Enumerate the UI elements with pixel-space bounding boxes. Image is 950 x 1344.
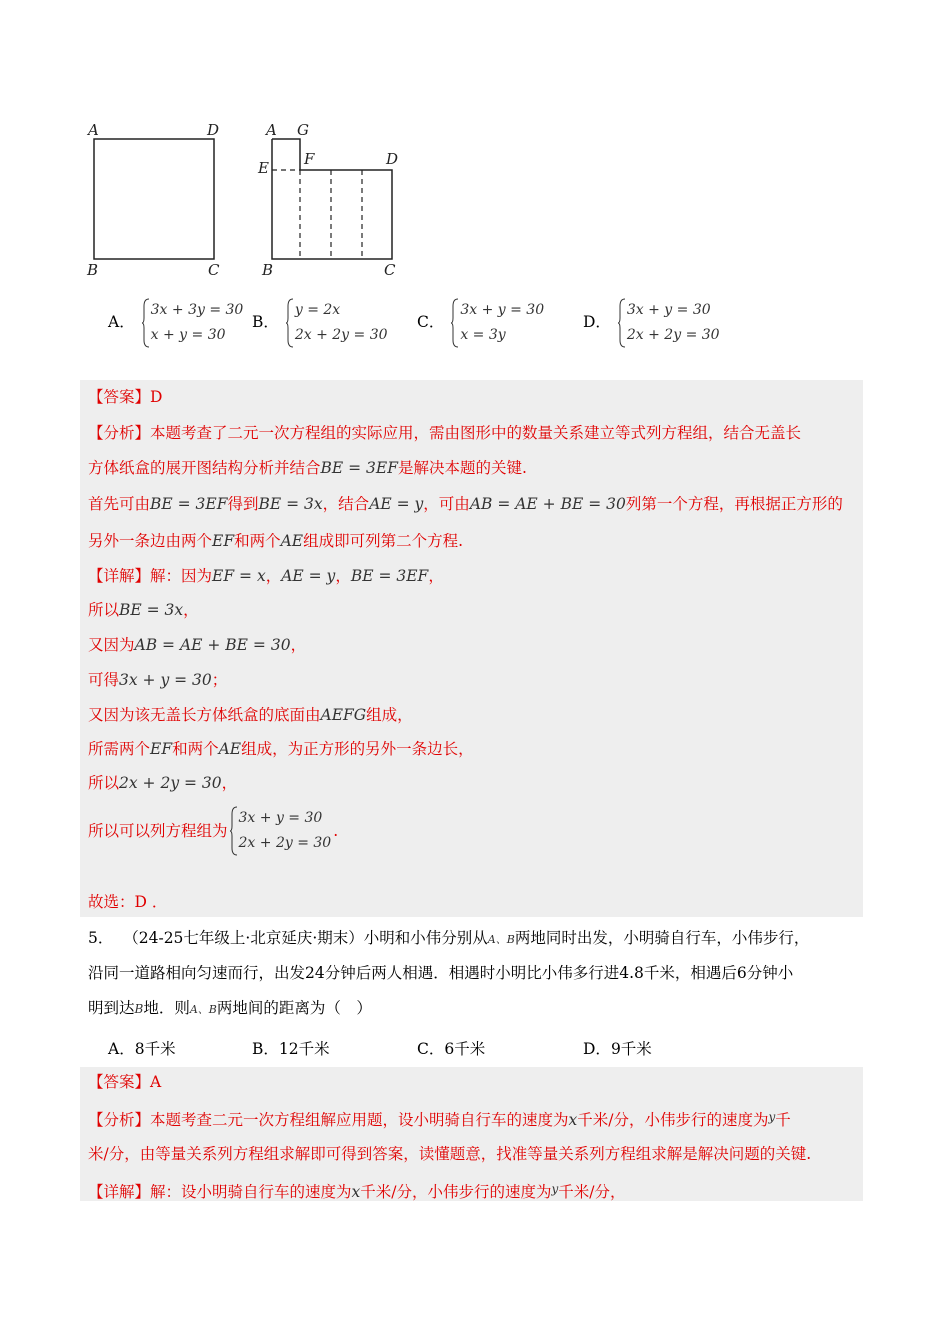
option-text: 9千米 bbox=[610, 1040, 652, 1058]
answer-tag: 【答案】 bbox=[88, 1073, 151, 1091]
math: y bbox=[768, 1110, 776, 1124]
text: 和两个 bbox=[234, 532, 281, 550]
text: 组成即可列第二个方程. bbox=[303, 532, 464, 550]
q4-option-b bbox=[252, 298, 390, 348]
q4-detail-line-7 bbox=[88, 773, 237, 793]
q4-analysis-line-4 bbox=[88, 531, 463, 551]
text: 可得 bbox=[88, 671, 120, 689]
q4-detail-line-8 bbox=[88, 806, 338, 856]
label-d-right: D bbox=[386, 150, 399, 168]
option-letter: D． bbox=[583, 313, 611, 331]
text: 组成， bbox=[366, 706, 413, 724]
equation-2: x = 3y bbox=[460, 327, 506, 343]
label-a-right: A bbox=[266, 121, 277, 139]
q5-option-a bbox=[108, 1037, 176, 1059]
text: 沿同一道路相向匀速而行，出发24分钟后两人相遇．相遇时小明比小伟多行进4.8千米，相遇后6分钟小 bbox=[88, 964, 794, 982]
q5-option-d bbox=[583, 1037, 652, 1059]
text: 千米/分，小伟步行的速度为 bbox=[360, 1183, 552, 1201]
math: BE = 3EF bbox=[350, 567, 429, 585]
math: A、B bbox=[487, 933, 515, 946]
q5-line-2 bbox=[88, 963, 793, 983]
math: x bbox=[351, 1183, 361, 1201]
text: 本题考查了二元一次方程组的实际应用，需由图形中的数量关系建立等式列方程组，结合无盖长 bbox=[150, 424, 802, 442]
square-abcd bbox=[94, 139, 214, 259]
q4-detail-line-3 bbox=[88, 635, 306, 655]
text: 是解决本题的关键. bbox=[398, 459, 527, 477]
equation-system bbox=[142, 298, 244, 348]
text: 和两个 bbox=[172, 740, 219, 758]
q4-detail-line-1 bbox=[88, 566, 444, 586]
math: 3x + y = 30 bbox=[119, 671, 212, 689]
text: 地．则 bbox=[143, 999, 190, 1017]
equation-2: x + y = 30 bbox=[150, 327, 226, 343]
text: 本题考查二元一次方程组解应用题，设小明骑自行车的速度为 bbox=[150, 1111, 569, 1129]
text: 所以可以列方程组为 bbox=[88, 822, 228, 840]
text: 明到达 bbox=[88, 999, 135, 1017]
math: y bbox=[551, 1182, 559, 1196]
equation-system bbox=[230, 806, 332, 856]
math: AE bbox=[218, 740, 242, 758]
equation-2: 2x + 2y = 30 bbox=[238, 835, 332, 851]
text: ； bbox=[211, 671, 228, 689]
option-letter: C． bbox=[417, 313, 445, 331]
equation-1: y = 2x bbox=[294, 302, 341, 318]
label-a-left: A bbox=[88, 121, 99, 139]
text: 列第一个方程，再根据正方形的 bbox=[625, 495, 843, 513]
label-d-left: D bbox=[207, 121, 220, 139]
text: 所以 bbox=[88, 774, 120, 792]
answer-value: D bbox=[150, 388, 163, 406]
option-text: 6千米 bbox=[444, 1040, 486, 1058]
q4-detail-line-6 bbox=[88, 739, 474, 759]
q4-answer bbox=[88, 387, 162, 407]
q4-option-a bbox=[108, 298, 245, 348]
label-c-right: C bbox=[384, 261, 396, 279]
q4-detail-line-5 bbox=[88, 705, 413, 725]
q5-analysis-line-1 bbox=[88, 1107, 791, 1130]
text: ， bbox=[183, 601, 199, 619]
answer-value: A bbox=[150, 1073, 162, 1091]
text: 千米/分，小伟步行的速度为 bbox=[577, 1111, 769, 1129]
equation-system bbox=[286, 298, 388, 348]
label-c-left: C bbox=[208, 261, 220, 279]
q5-option-b bbox=[252, 1037, 330, 1059]
q5-line-3 bbox=[88, 998, 372, 1020]
text: 故选：D ． bbox=[88, 893, 168, 911]
option-letter: B． bbox=[252, 1040, 279, 1058]
math: x bbox=[568, 1111, 578, 1129]
q5-detail-line-1 bbox=[88, 1179, 626, 1202]
equation-1: 3x + 3y = 30 bbox=[150, 302, 244, 318]
q5-line-1 bbox=[88, 928, 809, 950]
text: （24-25七年级上·北京延庆·期末）小明和小伟分别从 bbox=[123, 929, 488, 947]
label-b-right: B bbox=[262, 261, 274, 279]
analysis-tag: 【分析】 bbox=[88, 1111, 151, 1129]
math: 2x + 2y = 30 bbox=[119, 774, 222, 792]
label-f-right: F bbox=[304, 150, 315, 168]
equation-2: 2x + 2y = 30 bbox=[294, 327, 388, 343]
text: 组成，为正方形的另外一条边长， bbox=[241, 740, 474, 758]
text: 两地间的距离为（ ） bbox=[216, 999, 372, 1017]
text: 解：设小明骑自行车的速度为 bbox=[150, 1183, 352, 1201]
text: 又因为 bbox=[88, 636, 135, 654]
option-letter: B． bbox=[252, 313, 279, 331]
math: BE = 3EF bbox=[150, 495, 228, 513]
q5-analysis-line-2 bbox=[88, 1144, 811, 1164]
text: 首先可由 bbox=[88, 495, 151, 513]
option-text: 12千米 bbox=[278, 1040, 330, 1058]
label-e-right: E bbox=[258, 159, 269, 177]
text: ， bbox=[290, 636, 307, 654]
text: 另外一条边由两个 bbox=[88, 532, 213, 550]
question-number: 5． bbox=[88, 929, 114, 947]
text: ， bbox=[265, 567, 282, 585]
q4-detail-line-2 bbox=[88, 600, 199, 620]
math: AE = y bbox=[369, 495, 424, 513]
q4-detail-line-4 bbox=[88, 670, 227, 690]
geometry-figure bbox=[80, 118, 420, 288]
equation-1: 3x + y = 30 bbox=[626, 302, 711, 318]
text: 千 bbox=[775, 1111, 791, 1129]
text: 所需两个 bbox=[88, 740, 151, 758]
q5-option-c bbox=[417, 1037, 485, 1059]
label-b-left: B bbox=[87, 261, 99, 279]
q4-analysis-line-1 bbox=[88, 423, 801, 443]
math: AB = AE + BE = 30 bbox=[469, 495, 626, 513]
text: ，可由 bbox=[423, 495, 470, 513]
answer-tag: 【答案】 bbox=[88, 388, 151, 406]
detail-tag: 【详解】 bbox=[88, 1183, 151, 1201]
math: AB = AE + BE = 30 bbox=[134, 636, 291, 654]
q5-answer bbox=[88, 1072, 161, 1092]
equation-system bbox=[618, 298, 720, 348]
q4-choose bbox=[88, 892, 167, 912]
option-letter: A． bbox=[108, 313, 135, 331]
q4-option-d bbox=[583, 298, 722, 348]
text: 解：因为 bbox=[150, 567, 213, 585]
math: BE = 3EF bbox=[320, 459, 398, 477]
math: A、B bbox=[189, 1003, 217, 1016]
option-text: 8千米 bbox=[134, 1040, 176, 1058]
equation-2: 2x + 2y = 30 bbox=[626, 327, 720, 343]
q4-option-c bbox=[417, 298, 546, 348]
text: 千米/分， bbox=[558, 1183, 626, 1201]
text: 得到 bbox=[227, 495, 259, 513]
label-g-right: G bbox=[297, 121, 309, 139]
detail-tag: 【详解】 bbox=[88, 567, 151, 585]
equation-1: 3x + y = 30 bbox=[460, 302, 545, 318]
option-letter: A． bbox=[108, 1040, 135, 1058]
text: 所以 bbox=[88, 601, 120, 619]
q4-analysis-line-2 bbox=[88, 458, 527, 478]
option-letter: D． bbox=[583, 1040, 611, 1058]
math: BE = 3x bbox=[119, 601, 184, 619]
q4-analysis-line-3 bbox=[88, 494, 843, 514]
text: ， bbox=[428, 567, 444, 585]
math: AEFG bbox=[320, 706, 367, 724]
math: BE = 3x bbox=[258, 495, 323, 513]
analysis-tag: 【分析】 bbox=[88, 424, 151, 442]
box-net bbox=[272, 139, 392, 259]
equation-system bbox=[451, 298, 544, 348]
fold-lines bbox=[272, 170, 362, 259]
text: 米/分，由等量关系列方程组求解即可得到答案，读懂题意，找准等量关系列方程组求解是解决问题的关键. bbox=[88, 1145, 812, 1163]
equation-1: 3x + y = 30 bbox=[238, 810, 323, 826]
math: B bbox=[134, 1002, 144, 1016]
math: AE bbox=[280, 532, 304, 550]
text: . bbox=[333, 822, 339, 840]
text: 方体纸盒的展开图结构分析并结合 bbox=[88, 459, 321, 477]
option-letter: C． bbox=[417, 1040, 445, 1058]
math: AE = y bbox=[281, 567, 336, 585]
text: 又因为该无盖长方体纸盒的底面由 bbox=[88, 706, 321, 724]
text: ， bbox=[221, 774, 238, 792]
math: EF = x bbox=[212, 567, 266, 585]
math: EF bbox=[212, 532, 235, 550]
math: EF bbox=[150, 740, 173, 758]
text: ， bbox=[335, 567, 351, 585]
text: 两地同时出发，小明骑自行车，小伟步行， bbox=[514, 929, 810, 947]
text: ，结合 bbox=[322, 495, 370, 513]
